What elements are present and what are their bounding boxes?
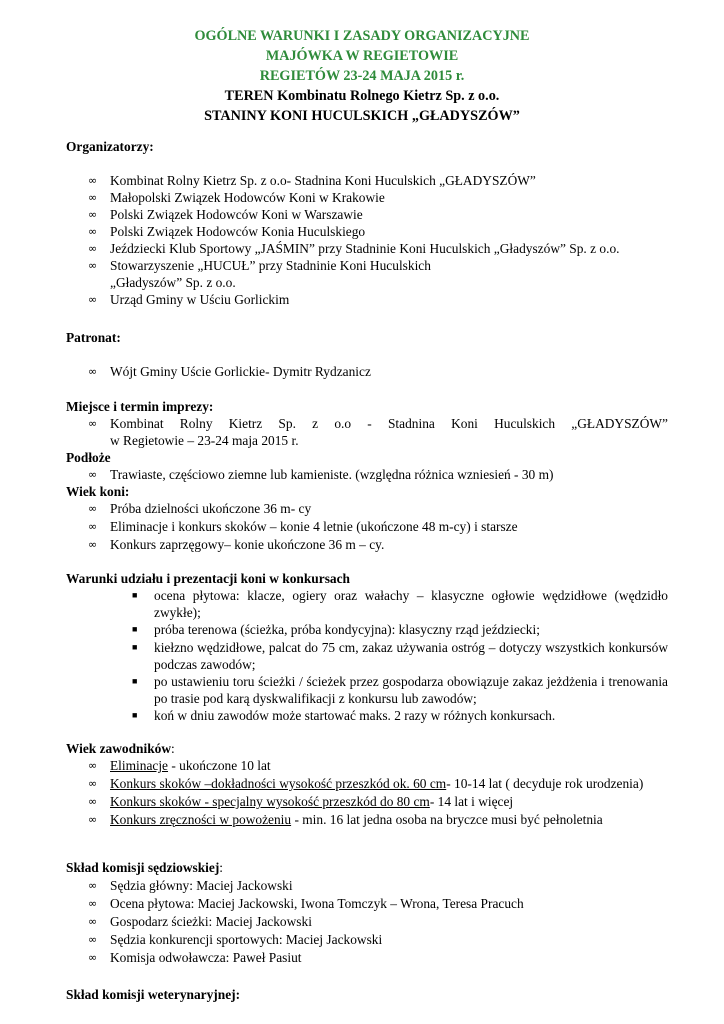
title-line-2: MAJÓWKA W REGIETOWIE [265, 48, 459, 64]
infinity-bullet-icon: ∞ [88, 502, 98, 515]
infinity-bullet-icon: ∞ [88, 915, 98, 928]
list-item: ∞ Ocena płytowa: Maciej Jackowski, Iwona Tomczyk – Wrona, Teresa Pracuch [88, 896, 524, 911]
infinity-bullet-icon: ∞ [88, 520, 98, 533]
infinity-bullet-icon: ∞ [88, 879, 98, 892]
infinity-bullet-icon: ∞ [88, 242, 98, 255]
organizers-heading: Organizatorzy: [66, 139, 154, 154]
patronage-list [88, 363, 668, 380]
infinity-bullet-icon: ∞ [88, 538, 98, 551]
infinity-bullet-icon: ∞ [88, 468, 98, 481]
ground-list [88, 466, 668, 483]
list-item: ■ kiełzno wędzidłowe, palcat do 75 cm, zakaz używania ostróg – dotyczy wszystkich konkursów podczas zawodów; [132, 639, 668, 672]
title-line-4: TEREN Kombinatu Rolnego Kietrz Sp. z o.o. [224, 88, 500, 104]
list-item: ∞ Komisja odwoławcza: Paweł Pasiut [88, 950, 302, 965]
ground-heading: Podłoże [66, 450, 111, 465]
infinity-bullet-icon: ∞ [88, 191, 98, 204]
list-item: ∞ Polski Związek Hodowców Konia Huculskiego [88, 224, 366, 239]
venue-list [88, 415, 668, 449]
infinity-bullet-icon: ∞ [88, 365, 98, 378]
infinity-bullet-icon: ∞ [88, 259, 98, 272]
list-item: ∞ Sędzia konkurencji sportowych: Maciej Jackowski [88, 932, 383, 947]
list-item: ■ próba terenowa (ścieżka, próba kondycyjna): klasyczny rząd jeździecki; [132, 622, 540, 638]
list-item: ■ koń w dniu zawodów może startować maks. 2 razy w różnych konkursach. [132, 708, 556, 724]
list-item: ∞ Eliminacje - ukończone 10 lat [88, 758, 271, 773]
infinity-bullet-icon: ∞ [88, 795, 98, 808]
list-item: ∞ Gospodarz ścieżki: Maciej Jackowski [88, 914, 312, 929]
conditions-list [132, 587, 668, 725]
list-item: ∞ Stowarzyszenie „HUCUŁ” przy Stadninie Koni Huculskich „Gładyszów” Sp. z o.o. [88, 258, 431, 290]
list-item: ■ ocena płytowa: klacze, ogiery oraz wałachy – klasyczne ogłowie wędzidłowe (wędzidło zwykłe); [132, 588, 668, 621]
infinity-bullet-icon: ∞ [88, 813, 98, 826]
infinity-bullet-icon: ∞ [88, 777, 98, 790]
document-title [0, 26, 724, 126]
vets-heading: Skład komisji weterynaryjnej: [66, 987, 241, 1002]
horse-age-list [88, 500, 668, 554]
list-item: ∞ Konkurs zaprzęgowy– konie ukończone 36 m – cy. [88, 537, 385, 552]
list-item: ∞ Próba dzielności ukończone 36 m- cy [88, 501, 312, 516]
title-line-3: REGIETÓW 23-24 MAJA 2015 r. [259, 68, 465, 84]
list-item: ∞ Konkurs skoków - specjalny wysokość przeszkód do 80 cm- 14 lat i więcej [88, 794, 514, 809]
title-line-5: STANINY KONI HUCULSKICH „GŁADYSZÓW” [204, 108, 520, 124]
organizers-list [88, 172, 668, 308]
list-item: ∞ Konkurs skoków –dokładności wysokość przeszkód ok. 60 cm- 10-14 lat ( decyduje rok urodzenia) [88, 776, 644, 791]
list-item: ∞ Urząd Gminy w Uściu Gorlickim [88, 292, 290, 307]
judges-heading: Skład komisji sędziowskiej: [66, 860, 224, 875]
title-line-1: OGÓLNE WARUNKI I ZASADY ORGANIZACYJNE [194, 28, 530, 44]
square-bullet-icon: ■ [132, 641, 138, 652]
list-item: ∞ Jeździecki Klub Sportowy „JAŚMIN” przy Stadninie Koni Huculskich „Gładyszów” Sp. z o.o. [88, 241, 620, 256]
square-bullet-icon: ■ [132, 676, 138, 687]
list-item: ∞ Kombinat Rolny Kietrz Sp. z o.o - Stadnina Koni Huculskich „GŁADYSZÓW” w Regietowie – 23-24 maja 2015 r. [88, 416, 668, 448]
infinity-bullet-icon: ∞ [88, 208, 98, 221]
rider-age-list [88, 757, 668, 829]
patronage-heading: Patronat: [66, 330, 121, 345]
list-item: ∞ Konkurs zręczności w powożeniu - min. 16 lat jedna osoba na bryczce musi być pełnoletnia [88, 812, 603, 827]
infinity-bullet-icon: ∞ [88, 417, 98, 430]
list-item: ∞ Kombinat Rolny Kietrz Sp. z o.o- Stadnina Koni Huculskich „GŁADYSZÓW” [88, 173, 536, 188]
list-item: ∞ Eliminacje i konkurs skoków – konie 4 letnie (ukończone 48 m-cy) i starsze [88, 519, 518, 534]
square-bullet-icon: ■ [132, 624, 138, 635]
infinity-bullet-icon: ∞ [88, 759, 98, 772]
infinity-bullet-icon: ∞ [88, 293, 98, 306]
horse-age-heading: Wiek koni: [66, 484, 130, 499]
rider-age-heading: Wiek zawodników: [66, 741, 175, 756]
list-item: ∞ Małopolski Związek Hodowców Koni w Krakowie [88, 190, 385, 205]
venue-heading: Miejsce i termin imprezy: [66, 399, 214, 414]
infinity-bullet-icon: ∞ [88, 174, 98, 187]
infinity-bullet-icon: ∞ [88, 897, 98, 910]
judges-list [88, 877, 668, 967]
square-bullet-icon: ■ [132, 710, 138, 721]
infinity-bullet-icon: ∞ [88, 933, 98, 946]
list-item: ∞ Trawiaste, częściowo ziemne lub kamieniste. (względna różnica wzniesień - 30 m) [88, 467, 554, 482]
infinity-bullet-icon: ∞ [88, 951, 98, 964]
square-bullet-icon: ■ [132, 590, 138, 600]
infinity-bullet-icon: ∞ [88, 225, 98, 238]
list-item: ∞ Polski Związek Hodowców Koni w Warszawie [88, 207, 363, 222]
conditions-heading: Warunki udziału i prezentacji koni w konkursach [66, 571, 350, 586]
list-item: ∞ Sędzia główny: Maciej Jackowski [88, 878, 293, 893]
list-item: ■ po ustawieniu toru ścieżki / ścieżek przez gospodarza obowiązuje zakaz jeżdżenia i trenowania po trasie pod karą dyskwalifikacji z konkursu lub zawodów; [132, 674, 668, 707]
list-item: ∞ Wójt Gminy Uście Gorlickie- Dymitr Rydzanicz [88, 364, 371, 379]
